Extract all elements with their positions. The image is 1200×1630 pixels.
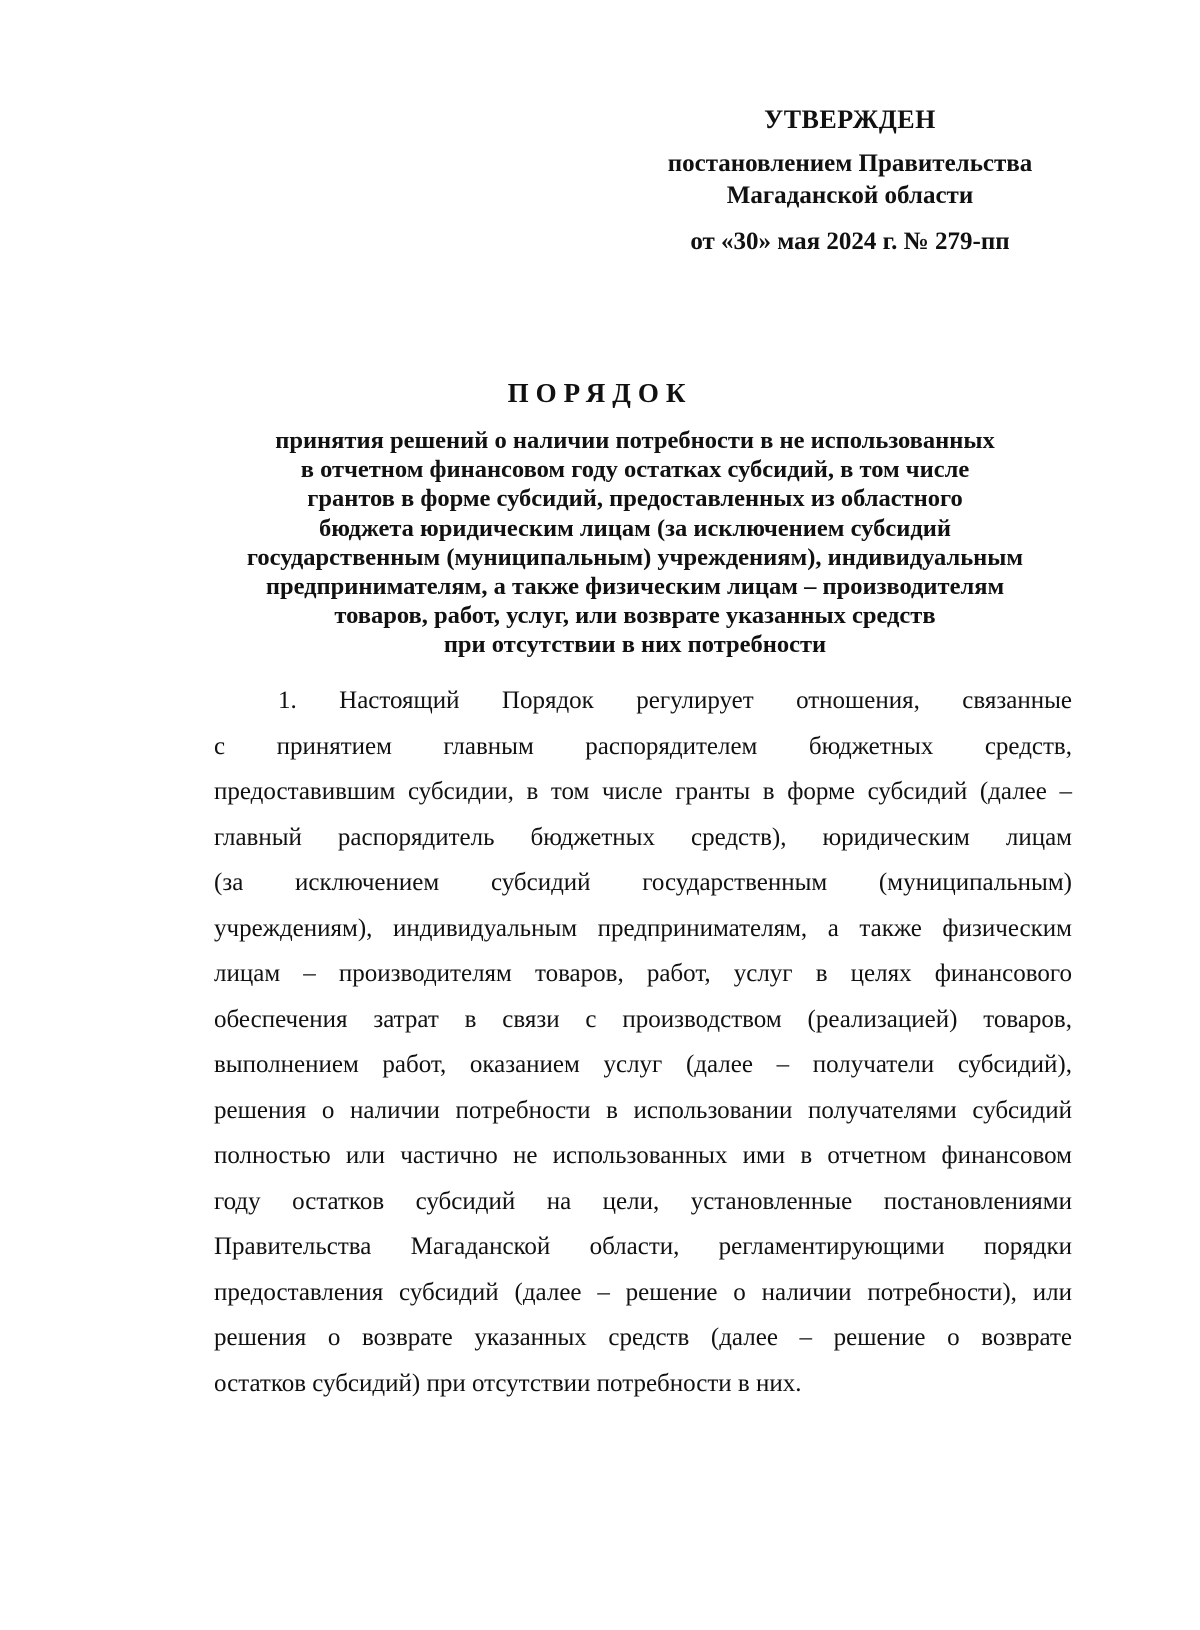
paragraph-line: решения о возврате указанных средств (далее – решение о возврате bbox=[214, 1324, 1072, 1351]
subtitle-line: товаров, работ, услуг, или возврате указанных средств bbox=[334, 602, 936, 630]
paragraph-line: учреждениям), индивидуальным предпринимателям, а также физическим bbox=[214, 914, 1072, 942]
paragraph-line: выполнением работ, оказанием услуг (далее – получатели субсидий), bbox=[214, 1051, 1072, 1078]
subtitle-line: предпринимателям, а также физическим лицам – производителям bbox=[265, 573, 1005, 601]
paragraph-line: главный распорядитель бюджетных средств), юридическим лицам bbox=[214, 823, 1072, 851]
paragraph-line: обеспечения затрат в связи с производством (реализацией) товаров, bbox=[214, 1005, 1072, 1033]
paragraph-line: предоставления субсидий (далее – решение о наличии потребности), или bbox=[214, 1278, 1072, 1306]
approved-heading: УТВЕРЖДЕН bbox=[764, 105, 936, 134]
subtitle-line: грантов в форме субсидий, предоставленных из областного bbox=[307, 485, 963, 513]
paragraph-line: Правительства Магаданской области, регламентирующими порядки bbox=[214, 1233, 1072, 1260]
subtitle-line: государственным (муниципальным) учреждениям), индивидуальным bbox=[246, 543, 1024, 571]
paragraph-line: остатков субсидий) при отсутствии потребности в них. bbox=[214, 1369, 802, 1397]
subtitle-line: бюджета юридическим лицам (за исключением субсидий bbox=[319, 514, 951, 542]
subtitle-line: при отсутствии в них потребности bbox=[443, 631, 827, 659]
paragraph-1 bbox=[214, 678, 1072, 1406]
approval-block bbox=[640, 104, 1060, 258]
document-title: ПОРЯДОК bbox=[507, 378, 693, 408]
document-subtitle bbox=[180, 426, 1090, 660]
decree-issuer-line2: Магаданской области bbox=[726, 182, 974, 209]
subtitle-line: принятия решений о наличии потребности в не использованных bbox=[275, 427, 995, 454]
paragraph-line: предоставившим субсидии, в том числе гранты в форме субсидий (далее – bbox=[214, 778, 1072, 805]
paragraph-line: решения о наличии потребности в использовании получателями субсидий bbox=[214, 1096, 1072, 1124]
paragraph-line: (за исключением субсидий государственным (муниципальным) bbox=[214, 869, 1072, 896]
paragraph-line: году остатков субсидий на цели, установленные постановлениями bbox=[214, 1187, 1072, 1215]
paragraph-line: 1. Настоящий Порядок регулирует отношения, связанные bbox=[278, 687, 1072, 714]
decree-issuer-line1: постановлением Правительства bbox=[667, 150, 1033, 177]
paragraph-line: полностью или частично не использованных ими в отчетном финансовом bbox=[214, 1142, 1072, 1169]
paragraph-line: лицам – производителям товаров, работ, услуг в целях финансового bbox=[214, 960, 1072, 987]
paragraph-line: с принятием главным распорядителем бюджетных средств, bbox=[214, 732, 1072, 760]
subtitle-line: в отчетном финансовом году остатках субсидий, в том числе bbox=[300, 456, 970, 484]
decree-date: от «30» мая 2024 г. № 279-пп bbox=[690, 228, 1010, 255]
